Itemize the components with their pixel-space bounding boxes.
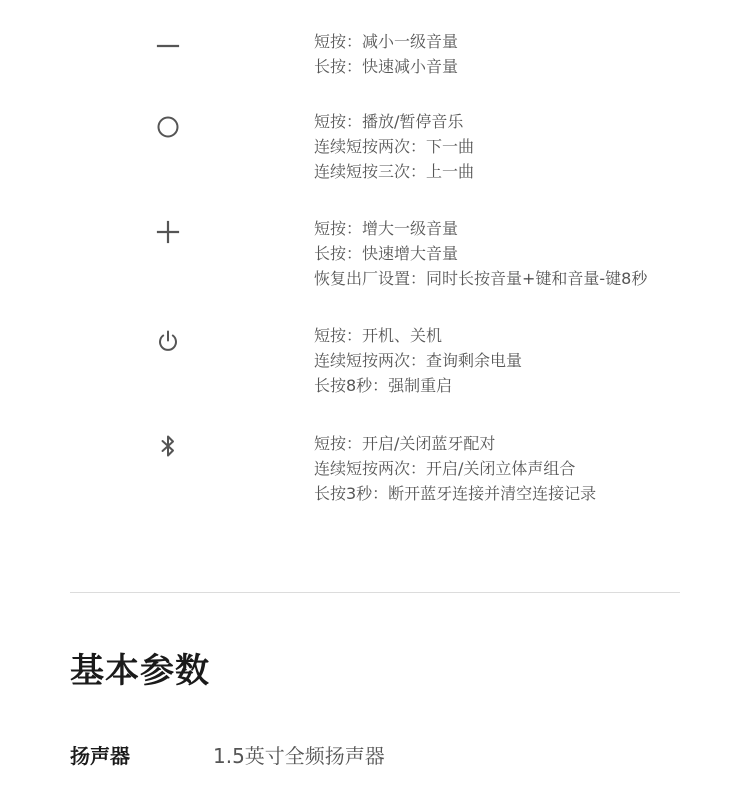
section-divider — [70, 592, 680, 593]
button-description — [314, 109, 474, 184]
description-line: 长按8秒：强制重启 — [314, 376, 453, 395]
description-line: 短按：播放/暂停音乐 — [314, 112, 464, 131]
power-icon — [154, 327, 182, 355]
description-line: 恢复出厂设置：同时长按音量+键和音量-键8秒 — [314, 269, 648, 288]
description-line: 长按：快速增大音量 — [314, 244, 459, 263]
param-label: 扬声器 — [70, 744, 130, 768]
description-line: 连续短按两次：下一曲 — [314, 137, 475, 156]
description-line: 短按：开启/关闭蓝牙配对 — [314, 434, 496, 453]
description-line: 连续短按两次：开启/关闭立体声组合 — [314, 459, 576, 478]
description-line: 短按：增大一级音量 — [314, 219, 459, 238]
section-title: 基本参数 — [70, 651, 210, 691]
button-description — [314, 323, 522, 398]
description-line: 连续短按三次：上一曲 — [314, 162, 475, 181]
description-line: 短按：减小一级音量 — [314, 32, 459, 51]
minus-icon — [154, 32, 182, 60]
description-line: 连续短按两次：查询剩余电量 — [314, 351, 523, 370]
button-description — [314, 216, 647, 291]
button-description — [314, 29, 458, 79]
param-value: 1.5英寸全频扬声器 — [213, 744, 385, 768]
description-line: 长按3秒：断开蓝牙连接并清空连接记录 — [314, 484, 597, 503]
circle-icon — [154, 113, 182, 141]
param-row-speaker — [70, 740, 680, 772]
plus-icon — [154, 218, 182, 246]
description-line: 短按：开机、关机 — [314, 326, 443, 345]
description-line: 长按：快速减小音量 — [314, 57, 459, 76]
button-description — [314, 431, 596, 506]
bluetooth-icon — [154, 432, 182, 460]
